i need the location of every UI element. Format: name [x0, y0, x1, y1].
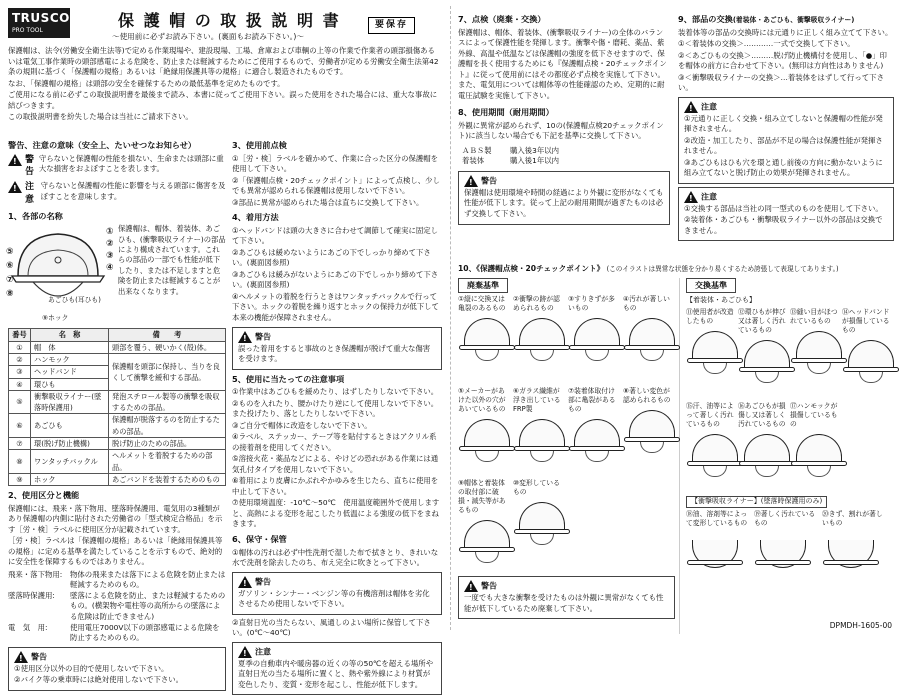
usage-item [8, 570, 226, 591]
inspection-line: ①［労・検］ラベルを確かめて、作業に合った区分の保護帽を使用して下さい。 [232, 153, 439, 174]
checkpoint-item [458, 387, 511, 461]
caution-icon [684, 101, 698, 113]
warning-icon [464, 580, 478, 592]
helmet-icon [790, 328, 848, 374]
checkpoint-label: ⑭ヘッドバンドが損傷しているもの [842, 308, 890, 334]
maintenance-line: ①帽体の汚れは必ず中性洗剤で湿した布で拭きとり、きれいな水で洗剤を除去したのち、布え完全に吹きとって下さい。 [232, 547, 439, 568]
caution-icon [684, 191, 698, 203]
checkpoint-item [790, 402, 840, 476]
part-name: あごひも [31, 414, 109, 438]
caution-box [678, 187, 894, 242]
parts-diagram-area [8, 224, 226, 322]
warning-box [232, 572, 442, 615]
usage-key: 墜落時保護用: [8, 590, 55, 600]
precautions-list [232, 387, 442, 530]
replace-subheader: 【着装体・あごひも】 [686, 296, 756, 305]
section-title: 2、使用区分と機能 [8, 490, 80, 501]
liner-subheader: 【衝撃吸収ライナー】(墜落時保護用のみ) [686, 496, 827, 508]
part-number: ① [9, 341, 31, 353]
checkpoint-label: ⑤メーカーがあけた以外の穴があいているもの [458, 387, 506, 414]
helmet-icon [513, 416, 571, 462]
checkpoint-item [513, 387, 566, 461]
warning-icon [238, 331, 252, 343]
part-number: ⑥ [9, 414, 31, 438]
helmet-icon [458, 416, 516, 462]
period-text: 外観に異常が認められず、10の(保護帽点検20チェックポイント)に該当しない場合でも下記を基準に交換して下さい。 [458, 120, 664, 141]
period-key: 着装体 [462, 156, 485, 166]
warning-legend [8, 154, 226, 180]
inspection-line: ②「保護帽点検・20チェックポイント」によって点検し、少しでも異常が認められる保護帽は使用しないで下さい。 [232, 175, 440, 196]
warning-text: ガソリン・シンナー・ベンジン等の有機溶剤は帽体を劣化させるため使用しないで下さい。 [238, 588, 430, 609]
intro-paragraph: なお、「保護帽の規格」は頭部の安全を確保するための最低基準を定めたものです。 [8, 78, 285, 88]
helmet-icon [738, 337, 796, 383]
checkpoint-item [686, 402, 736, 476]
helmet-icon [738, 431, 796, 477]
warning-text: 一度でも大きな衝撃を受けたものは外観に異常がなくても性能が低下しているため廃棄して下さい。 [464, 593, 664, 613]
caution-box [678, 97, 894, 184]
checkpoint-item [686, 308, 736, 374]
wearing-list [232, 226, 442, 324]
usage-list [8, 570, 226, 644]
part-name: ヘッドバンド [31, 366, 109, 378]
part-name: 環(脱げ防止機構) [31, 438, 109, 450]
helmet-icon [686, 530, 744, 576]
checkpoint-heading [458, 264, 894, 275]
legend-line: 警告、注意の意味（安全上、たいせつなお知らせ） [8, 140, 197, 150]
warning-box [458, 171, 670, 225]
caution-line: ②装着体・あごひも・衝撃吸収ライナー以外の部品は交換できません。 [684, 215, 883, 235]
warning-box-title: 警告 [255, 332, 271, 341]
replacement-line: ①＜着装体の交換＞…………一式で交換して下さい。 [678, 39, 855, 49]
table-row [9, 353, 226, 365]
wearing-line: ①ヘッドバンドは頭の大きさに合わせて調節して確実に固定して下さい。 [232, 225, 439, 246]
caution-line: ①交換する部品は当社の同一型式のものを使用して下さい。 [684, 203, 883, 213]
helmet-icon [842, 337, 900, 383]
caution-lines [684, 204, 888, 237]
disposal-panel [458, 278, 680, 634]
section-title: 9、部品の交換 [678, 14, 733, 24]
checkpoint-label: ⑯あごひもが損傷し又は著しく汚れているもの [738, 402, 786, 428]
helmet-icon [458, 517, 516, 563]
document-title: 保 護 帽 の 取 扱 説 明 書 [118, 11, 341, 30]
part-note: 保護帽が脱落するのを防止するための部品。 [109, 414, 226, 438]
table-header: 備 考 [109, 329, 226, 341]
usage-value: 物体の飛来または落下による危険を防止または軽減するためのもの。 [70, 569, 226, 590]
part-name: ワンタッチバックル [31, 450, 109, 474]
callout-6: ⑥ [6, 261, 14, 272]
usage-paragraph: ［労・検］ラベルは「保護帽の規格」あるいは「絶縁用保護具等の規格」に定める基準を満たしていることを示すもので、絶対的に安全性を保障するものではありません。 [8, 536, 223, 567]
maintenance-line: ②直射日光の当たらない、風通しのよい場所に保管して下さい。(0℃～40℃) [232, 617, 431, 638]
warning-text: 守らないと保護帽の性能を損ない、生命または頭部に重大な損害をおよぼすことを表します。 [38, 153, 224, 174]
caution-text: 守らないと保護帽の性能に影響を与える頭部に傷害を及ぼすことを意味します。 [40, 181, 226, 201]
usage-key: 飛来・落下物用: [8, 569, 63, 579]
part-name: 衝撃吸収ライナー(墜落時保護用) [31, 390, 109, 414]
helmet-icon [513, 499, 571, 545]
chinstrap-label: あごひも(耳ひも) [48, 296, 101, 305]
part-name: ハンモック [31, 353, 109, 365]
table-header: 番号 [9, 329, 31, 341]
checkpoint-label: ⑲著しく汚れているもの [754, 510, 816, 528]
usage-paragraph: 保護帽には、飛来・落下物用、墜落時保護用、電気用の3種類があり保護帽の内側に貼付された労働省の「型式検定合格品」を示す［労・検］ラベルに使用区分が記載されています。 [8, 503, 223, 534]
checkpoint-item [822, 510, 888, 576]
keep-badge: 要保存 [368, 17, 415, 34]
helmet-icon [623, 315, 681, 361]
period-value: 購入後3年以内 [510, 145, 560, 155]
table-row [9, 414, 226, 438]
part-note: 頭部を覆う、硬いかく(殻)体。 [109, 341, 226, 353]
checkpoint-label: ⑬縫い目がほつれているもの [790, 308, 838, 326]
helmet-icon [623, 407, 681, 453]
hook-label: ⑨ホック [42, 314, 69, 323]
checkpoint-item [513, 479, 566, 545]
parts-table [8, 328, 226, 486]
checkpoint-label: ⑱油、溶剤等によって変形しているもの [686, 510, 748, 528]
checkpoint-item [458, 295, 511, 361]
precaution-line: ⑥着用により皮膚にかぶれやかゆみを生じたら、直ちに使用を中止して下さい。 [232, 476, 439, 496]
part-note: 発泡スチロール製等の衝撃を吸収するための部品。 [109, 390, 226, 414]
replace-panel [686, 278, 894, 618]
section-title: 7、点検（廃棄・交換） [458, 14, 546, 24]
replacement-list [678, 39, 894, 94]
helmet-icon [754, 530, 812, 576]
part-number: ⑨ [9, 473, 31, 485]
part-number: ② [9, 353, 31, 365]
precaution-line: ⑦使用環境温度：-10℃～50℃ 使用温度範囲外で使用しますと、高熱による変形を起こしたり低温による強度の低下をまねきます。 [232, 498, 440, 529]
checkpoint-item [790, 308, 840, 374]
helmet-icon [822, 530, 880, 576]
warning-box [232, 327, 442, 370]
checkpoint-label: ⑧著しい変色が認められるもの [623, 387, 671, 405]
part-note: 脱げ防止のための部品。 [109, 438, 226, 450]
checkpoint-item [513, 295, 566, 361]
warning-line: ②バイク等の乗車時には絶対使用しないで下さい。 [14, 675, 184, 685]
logo-brand: TRUSCO [12, 11, 70, 25]
caution-icon [8, 181, 22, 193]
replacement-line: ③＜衝撃吸収ライナーの交換＞…着装体をはずして行って下さい。 [678, 72, 884, 93]
section-title: 5、使用に当たっての注意事項 [232, 373, 345, 384]
caution-lines [684, 114, 888, 179]
checkpoint-label: ④汚れが著しいもの [623, 295, 670, 313]
table-row [9, 450, 226, 474]
checkpoint-label: ③すりきずが多いもの [568, 295, 615, 313]
callout-7: ⑦ [6, 275, 14, 286]
checkpoint-label: ⑥ガラス繊維が浮き出しているFRP製 [513, 387, 561, 414]
section-title: 8、使用期間（耐用期間） [458, 107, 554, 118]
wearing-line: ③あごひもは緩みがないようにあごの下でしっかり締めて下さい。(裏面図参照) [232, 269, 439, 290]
section-title: 6、保守・保管 [232, 533, 287, 544]
caution-legend [8, 181, 226, 207]
warning-icon [8, 154, 22, 166]
section-title: 10、《保護帽点検・20チェックポイント》 [458, 264, 605, 273]
replacement-line: ②＜あごひもの交換＞………脱げ防止機構付を使用し、「●」印を帽体の前方に合わせて下さい。(無印は方向性はありません) [678, 50, 887, 71]
section-title-note: (着装体・あごひも、衝撃吸収ライナー) [732, 16, 855, 24]
checkpoint-item [568, 387, 621, 461]
warning-icon [14, 651, 28, 663]
inspection-line: ③部品に異常が認められた場合は直ちに交換して下さい。 [232, 197, 424, 207]
checkpoint-label: ⑪使用者が改造したもの [686, 308, 734, 326]
caution-icon [238, 646, 252, 658]
inspection-text: 保護帽は、帽体、着装体、(衝撃吸収ライナー)の全体のバランスによって保護性能を発揮します。衝撃や傷・磨耗、薬品、紫外線、高温や低温などは保護帽の強度を低下させますので、保護帽を長く使用するためにも『保護帽点検・20チェックポイント』に従って使用前にはその都度必ず点検を実施して下さい。また、電気用については帽体等の性能確認のため、定期的に耐電圧試験を実施して下さい。 [458, 27, 667, 100]
table-row [9, 438, 226, 450]
checkpoint-item [842, 308, 892, 382]
usage-item [8, 591, 226, 623]
warning-box [8, 647, 226, 691]
checkpoint-label: ⑦装着体取付け部に亀裂があるもの [568, 387, 616, 414]
callout-4: ④ [106, 263, 114, 274]
warning-icon [464, 175, 478, 187]
intro-section [8, 46, 440, 142]
replace-grid [686, 306, 894, 496]
liner-grid [686, 508, 894, 608]
checkpoint-item [754, 510, 820, 576]
part-note: ヘルメットを着脱するための部品。 [109, 450, 226, 474]
callout-5: ⑤ [6, 247, 14, 258]
table-row [9, 473, 226, 485]
usage-value: 墜落による危険を防止、または軽減するためのもの。(横架物や電柱等の高所からの墜落による危険は防止できません) [70, 590, 226, 621]
warning-box-title: 警告 [255, 577, 271, 587]
left-column-b [232, 136, 442, 689]
right-column-c [458, 10, 670, 262]
checkpoint-label: ⑨帽体と着装体の取付部に破損・減失等があるもの [458, 479, 506, 514]
part-note: 保護帽を頭部に保持し、当りを良くして衝撃を緩和する部品。 [109, 353, 226, 390]
parts-description: 保護帽は、帽体、着装体、あごひも、(衝撃吸収ライナー)の部品により構成されています。これらの部品の一部でも性能が低下したり、または不足しますと危険を防止または軽減することが出来なくなります。 [118, 224, 226, 296]
checkpoint-label: ⑰ハンモックが損傷しているもの [790, 402, 838, 428]
section-title: 4、着用方法 [232, 212, 279, 223]
left-column-a [6, 136, 226, 685]
usage-value: 使用電圧7000V以下の頭部感電による危険を防止するためのもの。 [70, 622, 220, 643]
precaution-line: ④ラベル、ステッカー、テープ等を貼付するときはアクリル系の接着剤を使用してください。 [232, 432, 437, 452]
part-number: ⑤ [9, 390, 31, 414]
callout-2: ② [106, 239, 114, 250]
part-number: ⑦ [9, 438, 31, 450]
helmet-icon [458, 315, 516, 361]
section-title-note: (このイラストは異常な状態を分かり易くするため誇張して表現してあります。) [606, 265, 839, 273]
helmet-icon [686, 328, 744, 374]
replace-header: 交換基準 [686, 278, 736, 293]
helmet-icon [513, 315, 571, 361]
caution-line: ①元通りに正しく交換・組み立てしないと保護帽の性能が発揮されません。 [684, 113, 883, 134]
document-code: DPMDH-1605-00 [829, 621, 892, 631]
disposal-grid [458, 293, 679, 573]
precaution-line: ①作業中はあごひもを緩めたり、はずしたりしないで下さい。 [232, 387, 439, 397]
checkpoint-item [623, 387, 676, 453]
caution-box [232, 642, 442, 695]
callout-8: ⑧ [6, 289, 14, 300]
caution-label: 注意 [25, 182, 35, 205]
usage-item [8, 623, 226, 644]
wearing-line: ④ヘルメットの着脱を行うときはワンタッチバックルで行って下さい。ホックの着脱を繰り返すとホックの保持力が低下して本来の機能が保障されません。 [232, 291, 439, 322]
checkpoint-item [623, 295, 676, 361]
section-title: 3、使用前点検 [232, 140, 287, 150]
warning-icon [238, 576, 252, 588]
caution-line: ③あごひもはひも穴を環と通し前後の方向に動かないように組み立てないと脱げ防止の効果が発揮されません。 [684, 157, 883, 178]
helmet-icon [568, 416, 626, 462]
warning-box [458, 576, 675, 619]
checkpoint-label: ⑫環ひもが伸び又は著しく汚れているもの [738, 308, 786, 334]
caution-box-title: 注意 [701, 102, 717, 112]
warning-box-title: 警告 [31, 652, 47, 662]
disposal-header: 廃棄基準 [458, 278, 508, 293]
part-number: ③ [9, 366, 31, 378]
part-number: ④ [9, 378, 31, 390]
period-key: ＡＢＳ製 [462, 145, 492, 155]
caution-text: 夏季の自動車内や暖房器の近くの等の50℃を超える場所や直射日光の当たる場所に置くと、熱や紫外線により材質が変色したり、変質・変形を起こし、性能が低下します。 [238, 658, 434, 689]
checkpoint-item [458, 479, 511, 562]
period-row [462, 146, 670, 157]
callout-1: ① [106, 227, 114, 238]
inspection-list [232, 154, 442, 209]
warning-text: 誤った着用をすると事故のとき保護帽が脱げて重大な傷害を受けます。 [238, 343, 431, 364]
checkpoint-item [686, 510, 752, 576]
section-title: 1、各部の名称 [8, 210, 63, 221]
warning-label: 警告 [25, 154, 35, 178]
table-header: 名 称 [31, 329, 109, 341]
warning-text: 保護帽は使用環境や時間の経過により外観に変形がなくても性能が低下します。従って上記の耐用期間が過ぎたものは必ず交換して下さい。 [464, 187, 664, 218]
helmet-icon [686, 431, 744, 477]
caution-box-title: 注意 [255, 647, 271, 657]
checkpoint-label: ②衝撃の跡が認められるもの [513, 295, 560, 313]
part-name: 帽 体 [31, 341, 109, 353]
part-name: 環ひも [31, 378, 109, 390]
replacement-intro: 装着体等の部品の交換時には元通りに正しく組み立てて下さい。 [678, 27, 893, 37]
precaution-line: ②ものを入れたり、腰かけたり逆にして使用しないで下さい。また投げたり、落としたりしないで下さい。 [232, 398, 439, 419]
document-subtitle: ～使用前に必ずお読み下さい。(裏面もお読み下さい。)～ [112, 32, 304, 41]
intro-paragraph: この取扱説明書を紛失した場合は当社にご請求下さい。 [8, 112, 193, 122]
checkpoint-label: ⑳きず、割れが著しいもの [822, 510, 883, 528]
intro-paragraph: 保護帽は、法令(労働安全衛生法等)で定める作業現場や、建設現場、工場、倉庫および車輌の上等の作業で作業者の頭部損傷あるいは電気工事作業時の頭部感電による危険を、防止または軽減するためにご使用するもので、労働者が定める労働安全衛生法第42条の規則に基づく「保護帽の規格」あるいは「絶縁用保護具等の規格」に適合し製造されたものです。 [8, 46, 439, 77]
period-rows [462, 146, 670, 167]
brand-logo [8, 8, 70, 38]
checkpoint-label: ①縦に交換又は亀裂のあるもの [458, 295, 506, 313]
checkpoint-item [738, 308, 788, 382]
warning-box-title: 警告 [481, 176, 497, 186]
callout-3: ③ [106, 251, 114, 262]
caution-box-title: 注意 [701, 192, 717, 202]
warning-box-title: 警告 [481, 581, 497, 591]
warning-line: ①使用区分以外の目的で使用しないで下さい。 [14, 663, 169, 673]
table-row [9, 341, 226, 353]
table-row [9, 390, 226, 414]
wearing-line: ②あごひもは緩めないようにあごの下でしっかり締めて下さい。(裏面図参照) [232, 247, 431, 268]
checkpoint-item [568, 295, 621, 361]
intro-paragraph: ご使用になる前に必ずこの取扱説明書を最後まで読み、本書に従ってご使用下さい。誤った使用をされた場合には、重大な事故に結びつきます。 [8, 90, 438, 110]
helmet-icon [790, 431, 848, 477]
checkpoint-label: ⑩変形しているもの [513, 479, 560, 497]
part-note: あごバンドを装着するためのもの [109, 473, 226, 485]
usage-key: 電 気 用: [8, 622, 48, 632]
caution-line: ②改造・加工したり、部品が不足の場合は保護性能が発揮されません。 [684, 135, 883, 156]
period-value: 購入後1年以内 [510, 156, 560, 166]
helmet-icon [568, 315, 626, 361]
checkpoint-label: ⑮汗、油等によって著しく汚れているもの [686, 402, 734, 428]
precaution-line: ③ご自分で帽体に改造をしないで下さい。 [232, 420, 372, 430]
part-number: ⑧ [9, 450, 31, 474]
logo-sub: PRO TOOL [12, 27, 43, 35]
period-row [462, 156, 670, 167]
checkpoint-item [738, 402, 788, 476]
precaution-line: ⑤溶接火花・薬品などによる、やけどの恐れがある作業には通気孔付タイプを使用しないで下さい。 [232, 454, 439, 474]
right-column-d [678, 10, 894, 262]
part-name: ホック [31, 473, 109, 485]
fold-line [450, 6, 451, 630]
